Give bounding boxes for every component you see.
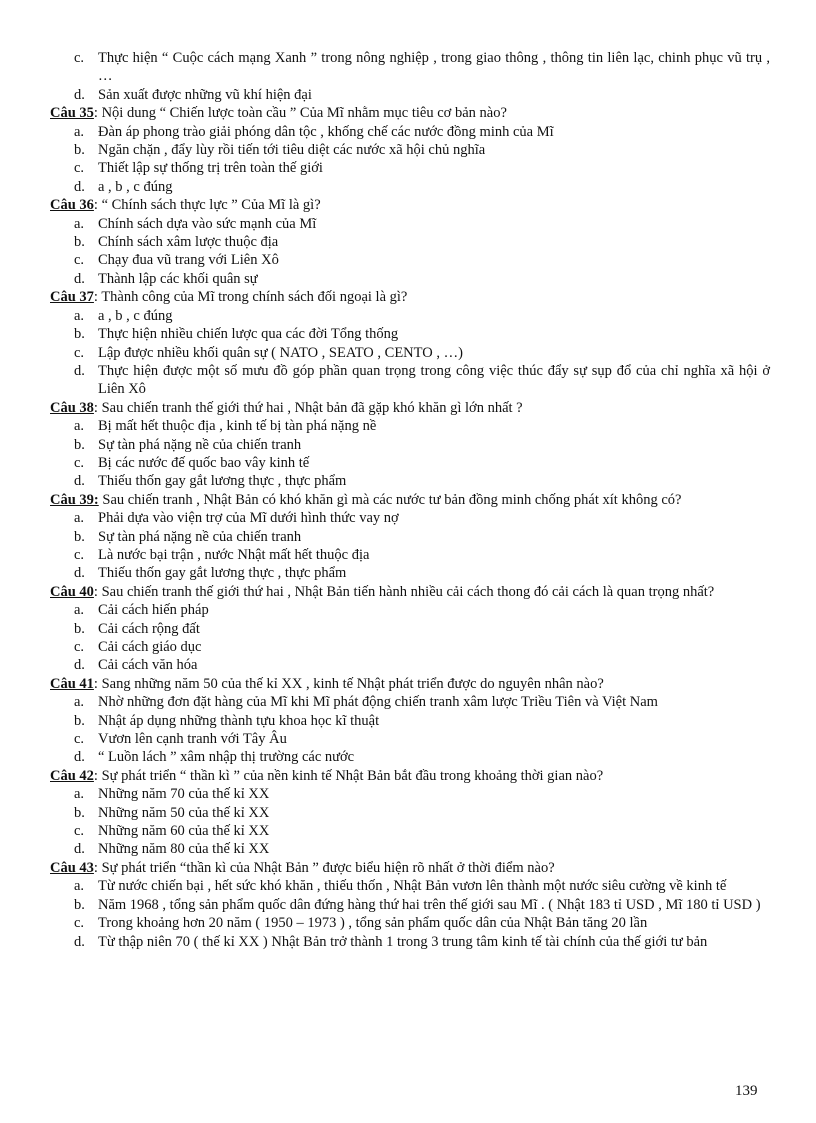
answer-option (50, 417, 770, 435)
option-letter: c. (74, 915, 85, 932)
answer-option (50, 896, 770, 914)
option-text: Cải cách rộng đất (98, 620, 200, 637)
option-text: Bị mất hết thuộc địa , kinh tế bị tàn phá nặng nề (98, 418, 377, 435)
option-letter: b. (74, 896, 85, 913)
question-text: Nội dung “ Chiến lược toàn cầu ” Của Mĩ nhằm mục tiêu cơ bản nào? (101, 105, 507, 122)
question-number: Câu 38 (50, 399, 94, 416)
option-text: a , b , c đúng (98, 178, 173, 195)
answer-option (50, 472, 770, 490)
answer-option (50, 509, 770, 527)
option-text: Thiếu thốn gay gắt lương thực , thực phẩm (98, 473, 347, 490)
option-letter: c. (74, 454, 85, 471)
question-title (50, 196, 770, 214)
question-number: Câu 42 (50, 767, 94, 784)
answer-option (50, 712, 770, 730)
option-text: Sản xuất được những vũ khí hiện đại (98, 86, 312, 103)
lead-options (50, 49, 770, 104)
option-letter: d. (74, 841, 85, 858)
question-number: Câu 36 (50, 197, 94, 214)
option-letter: a. (74, 694, 85, 711)
option-text: Những năm 70 của thế kỉ XX (98, 786, 270, 803)
answer-option (50, 638, 770, 656)
answer-option (50, 620, 770, 638)
answer-option (50, 251, 770, 269)
option-text: Cải cách hiến pháp (98, 602, 209, 619)
option-text: Chạy đua vũ trang với Liên Xô (98, 252, 279, 269)
question-block (50, 767, 770, 859)
answer-option (50, 804, 770, 822)
option-text: Nhật áp dụng những thành tựu khoa học kĩ thuật (98, 712, 380, 729)
answer-option (50, 656, 770, 674)
question-title (50, 399, 770, 417)
option-letter: a. (74, 510, 85, 527)
option-letter: c. (74, 50, 85, 66)
question-block (50, 104, 770, 196)
option-letter: d. (74, 86, 85, 103)
question-block (50, 491, 770, 583)
answer-option (50, 86, 770, 104)
option-letter: d. (74, 749, 85, 766)
question-block (50, 675, 770, 767)
answer-option (50, 123, 770, 141)
answer-option (50, 436, 770, 454)
answer-option (50, 454, 770, 472)
option-letter: b. (74, 620, 85, 637)
question-text: Thành công của Mĩ trong chính sách đối ngoại là gì? (101, 289, 408, 306)
question-separator: : (93, 105, 102, 122)
option-letter: d. (74, 933, 85, 950)
option-letter: b. (74, 142, 85, 159)
question-title (50, 583, 770, 601)
option-letter: a. (74, 215, 85, 232)
answer-option (50, 141, 770, 159)
question-text: Sự phát triển “ thần kì ” của nền kinh tế Nhật Bản bắt đầu trong khoảng thời gian nào? (101, 767, 604, 784)
question-text: Sau chiến tranh thế giới thứ hai , Nhật Bản tiến hành nhiều cải cách thong đó cải cách là quan trọng nhất? (101, 583, 715, 600)
answer-option (50, 270, 770, 288)
answer-option (50, 914, 770, 932)
option-text: Thiết lập sự thống trị trên toàn thế giới (98, 160, 323, 177)
option-letter: c. (74, 639, 85, 655)
option-letter: b. (74, 528, 85, 545)
option-text: “ Luồn lách ” xâm nhập thị trường các nước (98, 749, 355, 766)
question-title (50, 104, 770, 122)
question-title (50, 491, 770, 509)
question-block (50, 196, 770, 288)
question-text: “ Chính sách thực lực ” Của Mĩ là gì? (101, 197, 321, 214)
answer-option (50, 215, 770, 233)
option-text: Năm 1968 , tổng sản phẩm quốc dân đứng hàng thứ hai trên thế giới sau Mĩ . ( Nhật 183 tỉ USD , Mĩ 180 tỉ USD ) (98, 896, 761, 913)
answer-option (50, 748, 770, 766)
option-letter: c. (74, 344, 85, 361)
answer-option (50, 933, 770, 951)
answer-option (50, 730, 770, 748)
answer-option (50, 325, 770, 343)
question-separator: : (93, 399, 102, 416)
answer-option (50, 49, 770, 86)
question-title (50, 288, 770, 306)
option-letter: b. (74, 326, 85, 343)
option-letter: a. (74, 786, 85, 803)
option-text: Thực hiện nhiều chiến lược qua các đời Tổng thống (98, 326, 399, 343)
question-title (50, 859, 770, 877)
answer-option (50, 528, 770, 546)
answer-option (50, 159, 770, 177)
option-text: Những năm 80 của thế kỉ XX (98, 841, 270, 858)
option-text: Thực hiện “ Cuộc cách mạng Xanh ” trong nông nghiệp , trong giao thông , thông tin liên lạc, chinh phục vũ trụ , … (98, 50, 770, 85)
option-letter: d. (74, 473, 85, 490)
option-letter: a. (74, 418, 85, 435)
answer-option (50, 307, 770, 325)
option-letter: a. (74, 878, 85, 895)
question-list (50, 104, 770, 951)
option-letter: d. (74, 270, 85, 287)
answer-option (50, 362, 770, 399)
answer-option (50, 601, 770, 619)
document-page (50, 49, 770, 951)
question-text: Sau chiến tranh thế giới thứ hai , Nhật bản đã gặp khó khăn gì lớn nhất ? (101, 399, 523, 416)
option-text: Ngăn chặn , đẩy lùy rồi tiến tới tiêu diệt các nước xã hội chủ nghĩa (98, 142, 486, 159)
question-separator: : (93, 583, 102, 600)
option-text: Từ thập niên 70 ( thế kỉ XX ) Nhật Bản trở thành 1 trong 3 trung tâm kinh tế tài chính của thế giới tư bản (98, 933, 708, 950)
option-text: Đàn áp phong trào giải phóng dân tộc , khống chế các nước đồng minh của Mĩ (98, 123, 554, 140)
answer-option (50, 785, 770, 803)
page-number: 139 (735, 1083, 758, 1099)
option-text: Những năm 50 của thế kỉ XX (98, 804, 270, 821)
question-title (50, 767, 770, 785)
question-number: Câu 39: (50, 491, 99, 508)
answer-option (50, 693, 770, 711)
option-letter: d. (74, 657, 85, 674)
answer-option (50, 564, 770, 582)
answer-option (50, 822, 770, 840)
question-separator: : (93, 767, 102, 784)
option-letter: c. (74, 731, 85, 748)
answer-option (50, 840, 770, 858)
option-letter: c. (74, 252, 85, 269)
question-number: Câu 35 (50, 105, 94, 122)
option-text: Sự tàn phá nặng nề của chiến tranh (98, 528, 302, 545)
option-text: Thiếu thốn gay gắt lương thực , thực phẩm (98, 565, 347, 582)
option-letter: b. (74, 804, 85, 821)
option-text: Cải cách giáo dục (98, 639, 202, 655)
option-letter: d. (74, 565, 85, 582)
answer-option (50, 178, 770, 196)
option-letter: a. (74, 123, 85, 140)
question-block (50, 859, 770, 951)
option-text: Những năm 60 của thế kỉ XX (98, 823, 270, 840)
question-number: Câu 40 (50, 583, 94, 600)
answer-option (50, 546, 770, 564)
question-separator: : (93, 197, 102, 214)
question-block (50, 583, 770, 675)
option-letter: b. (74, 436, 85, 453)
answer-option (50, 233, 770, 251)
option-text: a , b , c đúng (98, 307, 173, 324)
option-text: Là nước bại trận , nước Nhật mất hết thuộc địa (98, 546, 370, 563)
answer-option (50, 344, 770, 362)
answer-option (50, 877, 770, 895)
option-text: Phải dựa vào viện trợ của Mĩ dưới hình thức vay nợ (98, 510, 399, 527)
option-letter: c. (74, 823, 85, 840)
option-text: Thực hiện được một số mưu đồ góp phần quan trọng trong công việc thúc đẩy sự sụp đổ của chỉ nghĩa xã hội ở Liên Xô (98, 362, 770, 398)
option-letter: b. (74, 712, 85, 729)
option-letter: c. (74, 160, 85, 177)
option-text: Nhờ những đơn đặt hàng của Mĩ khi Mĩ phát động chiến tranh xâm lược Triều Tiên và Việt Nam (98, 694, 658, 711)
option-text: Bị các nước đế quốc bao vây kinh tế (98, 454, 310, 471)
option-text: Trong khoảng hơn 20 năm ( 1950 – 1973 ) , tổng sản phẩm quốc dân của Nhật Bản tăng 20 lần (98, 915, 648, 932)
option-text: Vươn lên cạnh tranh với Tây Âu (98, 731, 287, 748)
option-letter: d. (74, 362, 85, 379)
option-text: Cải cách văn hóa (98, 657, 198, 674)
option-text: Sự tàn phá nặng nề của chiến tranh (98, 436, 302, 453)
question-title (50, 675, 770, 693)
question-number: Câu 43 (50, 859, 94, 876)
question-number: Câu 37 (50, 289, 94, 306)
option-text: Chính sách dựa vào sức mạnh của Mĩ (98, 215, 317, 232)
question-separator: : (93, 675, 102, 692)
option-letter: d. (74, 178, 85, 195)
question-text: Sang những năm 50 của thế kỉ XX , kinh tế Nhật phát triển được do nguyên nhân nào? (101, 675, 604, 692)
option-letter: c. (74, 546, 85, 563)
option-text: Thành lập các khối quân sự (98, 270, 258, 287)
question-block (50, 399, 770, 491)
question-text: Sự phát triển “thần kì của Nhật Bản ” được biểu hiện rõ nhất ở thời điểm nào? (101, 859, 555, 876)
question-separator: : (93, 289, 102, 306)
option-letter: a. (74, 307, 85, 324)
option-text: Lập được nhiều khối quân sự ( NATO , SEATO , CENTO , …) (98, 344, 463, 361)
question-text: Sau chiến tranh , Nhật Bản có khó khăn gì mà các nước tư bản đồng minh chống phát xít không có? (102, 491, 682, 508)
question-separator: : (93, 859, 102, 876)
question-block (50, 288, 770, 398)
option-text: Từ nước chiến bại , hết sức khó khăn , thiếu thốn , Nhật Bản vươn lên thành một nước siêu cường về kinh tế (98, 878, 727, 895)
option-letter: b. (74, 234, 85, 251)
option-text: Chính sách xâm lược thuộc địa (98, 234, 279, 251)
option-letter: a. (74, 602, 85, 619)
question-number: Câu 41 (50, 675, 94, 692)
